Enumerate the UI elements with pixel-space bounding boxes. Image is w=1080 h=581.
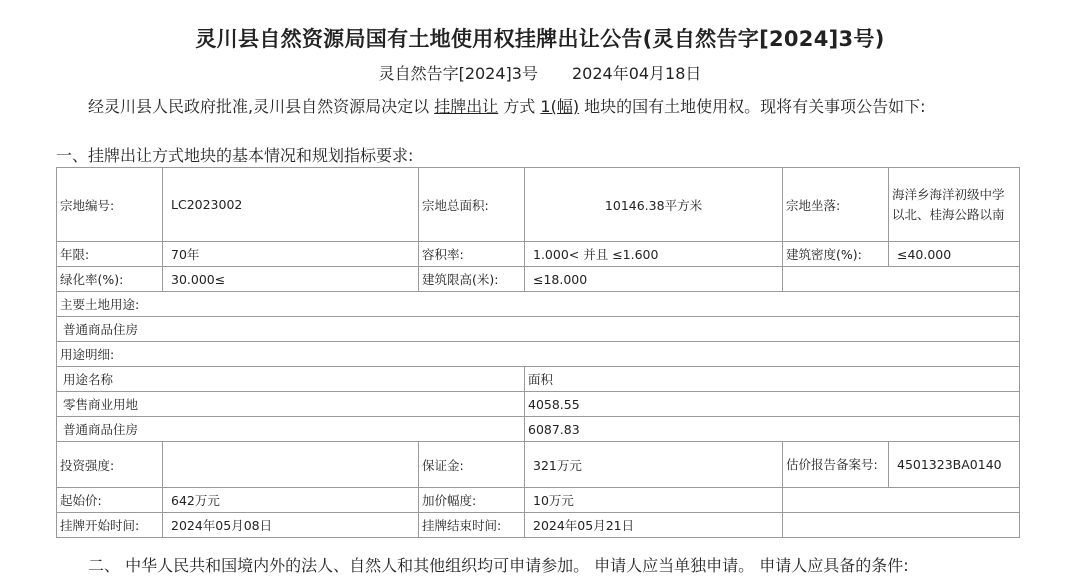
- end-time-label: 挂牌结束时间:: [419, 513, 525, 538]
- intro-text-3: 地块的国有土地使用权。现将有关事项公告如下:: [579, 97, 926, 116]
- main-use-value: 普通商品住房: [57, 317, 1020, 342]
- density-value: ≤40.000: [889, 242, 1020, 267]
- section-one-heading: 一、挂牌出让方式地块的基本情况和规划指标要求:: [56, 146, 414, 165]
- increment-label: 加价幅度:: [419, 488, 525, 513]
- intro-paragraph: [56, 95, 1011, 119]
- total-area-label: 宗地总面积:: [419, 168, 525, 242]
- use-name-cell: 普通商品住房: [57, 417, 525, 442]
- parcel-no-value: LC2023002: [163, 168, 419, 242]
- increment-value: 10万元: [525, 488, 783, 513]
- start-time-value: 2024年05月08日: [163, 513, 419, 538]
- green-value: 30.000≤: [163, 267, 419, 292]
- table-row: [57, 342, 1020, 367]
- intro-text-1: 经灵川县人民政府批准,灵川县自然资源局决定以: [88, 97, 435, 116]
- empty-cell: [783, 513, 1020, 538]
- green-label: 绿化率(%):: [57, 267, 163, 292]
- transfer-method: 挂牌出让: [434, 97, 499, 116]
- investment-label: 投资强度:: [57, 442, 163, 488]
- table-row: [57, 392, 1020, 417]
- height-label: 建筑限高(米):: [419, 267, 525, 292]
- doc-date: 2024年04月18日: [571, 64, 702, 83]
- table-row: [57, 317, 1020, 342]
- announcement-title: 灵川县自然资源局国有土地使用权挂牌出让公告(灵自然告字[2024]3号): [195, 27, 885, 51]
- start-time-label: 挂牌开始时间:: [57, 513, 163, 538]
- table-row: [57, 267, 1020, 292]
- table-row: [57, 513, 1020, 538]
- doc-meta: [0, 62, 1080, 86]
- empty-cell: [783, 488, 1020, 513]
- deposit-value: 321万元: [525, 442, 783, 488]
- use-name-cell: 零售商业用地: [57, 392, 525, 417]
- total-area-value: 10146.38平方米: [525, 168, 783, 242]
- main-use-label: 主要土地用途:: [57, 292, 1020, 317]
- use-area-cell: 4058.55: [525, 392, 1020, 417]
- location-value: 海洋乡海洋初级中学以北、桂海公路以南: [889, 168, 1020, 242]
- table-row: [57, 488, 1020, 513]
- table-row: [57, 367, 1020, 392]
- location-label: 宗地坐落:: [783, 168, 889, 242]
- table-row: [57, 168, 1020, 242]
- parcel-no-label: 宗地编号:: [57, 168, 163, 242]
- height-value: ≤18.000: [525, 267, 783, 292]
- use-detail-label: 用途明细:: [57, 342, 1020, 367]
- start-price-value: 642万元: [163, 488, 419, 513]
- appraisal-value: 4501323BA0140: [889, 442, 1020, 488]
- density-label: 建筑密度(%):: [783, 242, 889, 267]
- use-area-cell: 6087.83: [525, 417, 1020, 442]
- empty-cell: [783, 267, 1020, 292]
- table-row: [57, 242, 1020, 267]
- appraisal-label: 估价报告备案号:: [783, 442, 889, 488]
- use-name-header: 用途名称: [57, 367, 525, 392]
- far-value: 1.000< 并且 ≤1.600: [525, 242, 783, 267]
- parcel-count: 1(幅): [540, 97, 580, 116]
- section-two-paragraph: 二、 中华人民共和国境内外的法人、自然人和其他组织均可申请参加。 申请人应当单独申请。 申请人应具备的条件:: [88, 556, 909, 575]
- parcel-info-table: [56, 167, 1020, 538]
- doc-number: 灵自然告字[2024]3号: [378, 64, 538, 83]
- intro-text-2: 方式: [498, 97, 541, 116]
- term-label: 年限:: [57, 242, 163, 267]
- far-label: 容积率:: [419, 242, 525, 267]
- end-time-value: 2024年05月21日: [525, 513, 783, 538]
- term-value: 70年: [163, 242, 419, 267]
- use-area-header: 面积: [525, 367, 1020, 392]
- table-row: [57, 417, 1020, 442]
- table-row: [57, 442, 1020, 488]
- deposit-label: 保证金:: [419, 442, 525, 488]
- table-row: [57, 292, 1020, 317]
- start-price-label: 起始价:: [57, 488, 163, 513]
- investment-value: [163, 442, 419, 488]
